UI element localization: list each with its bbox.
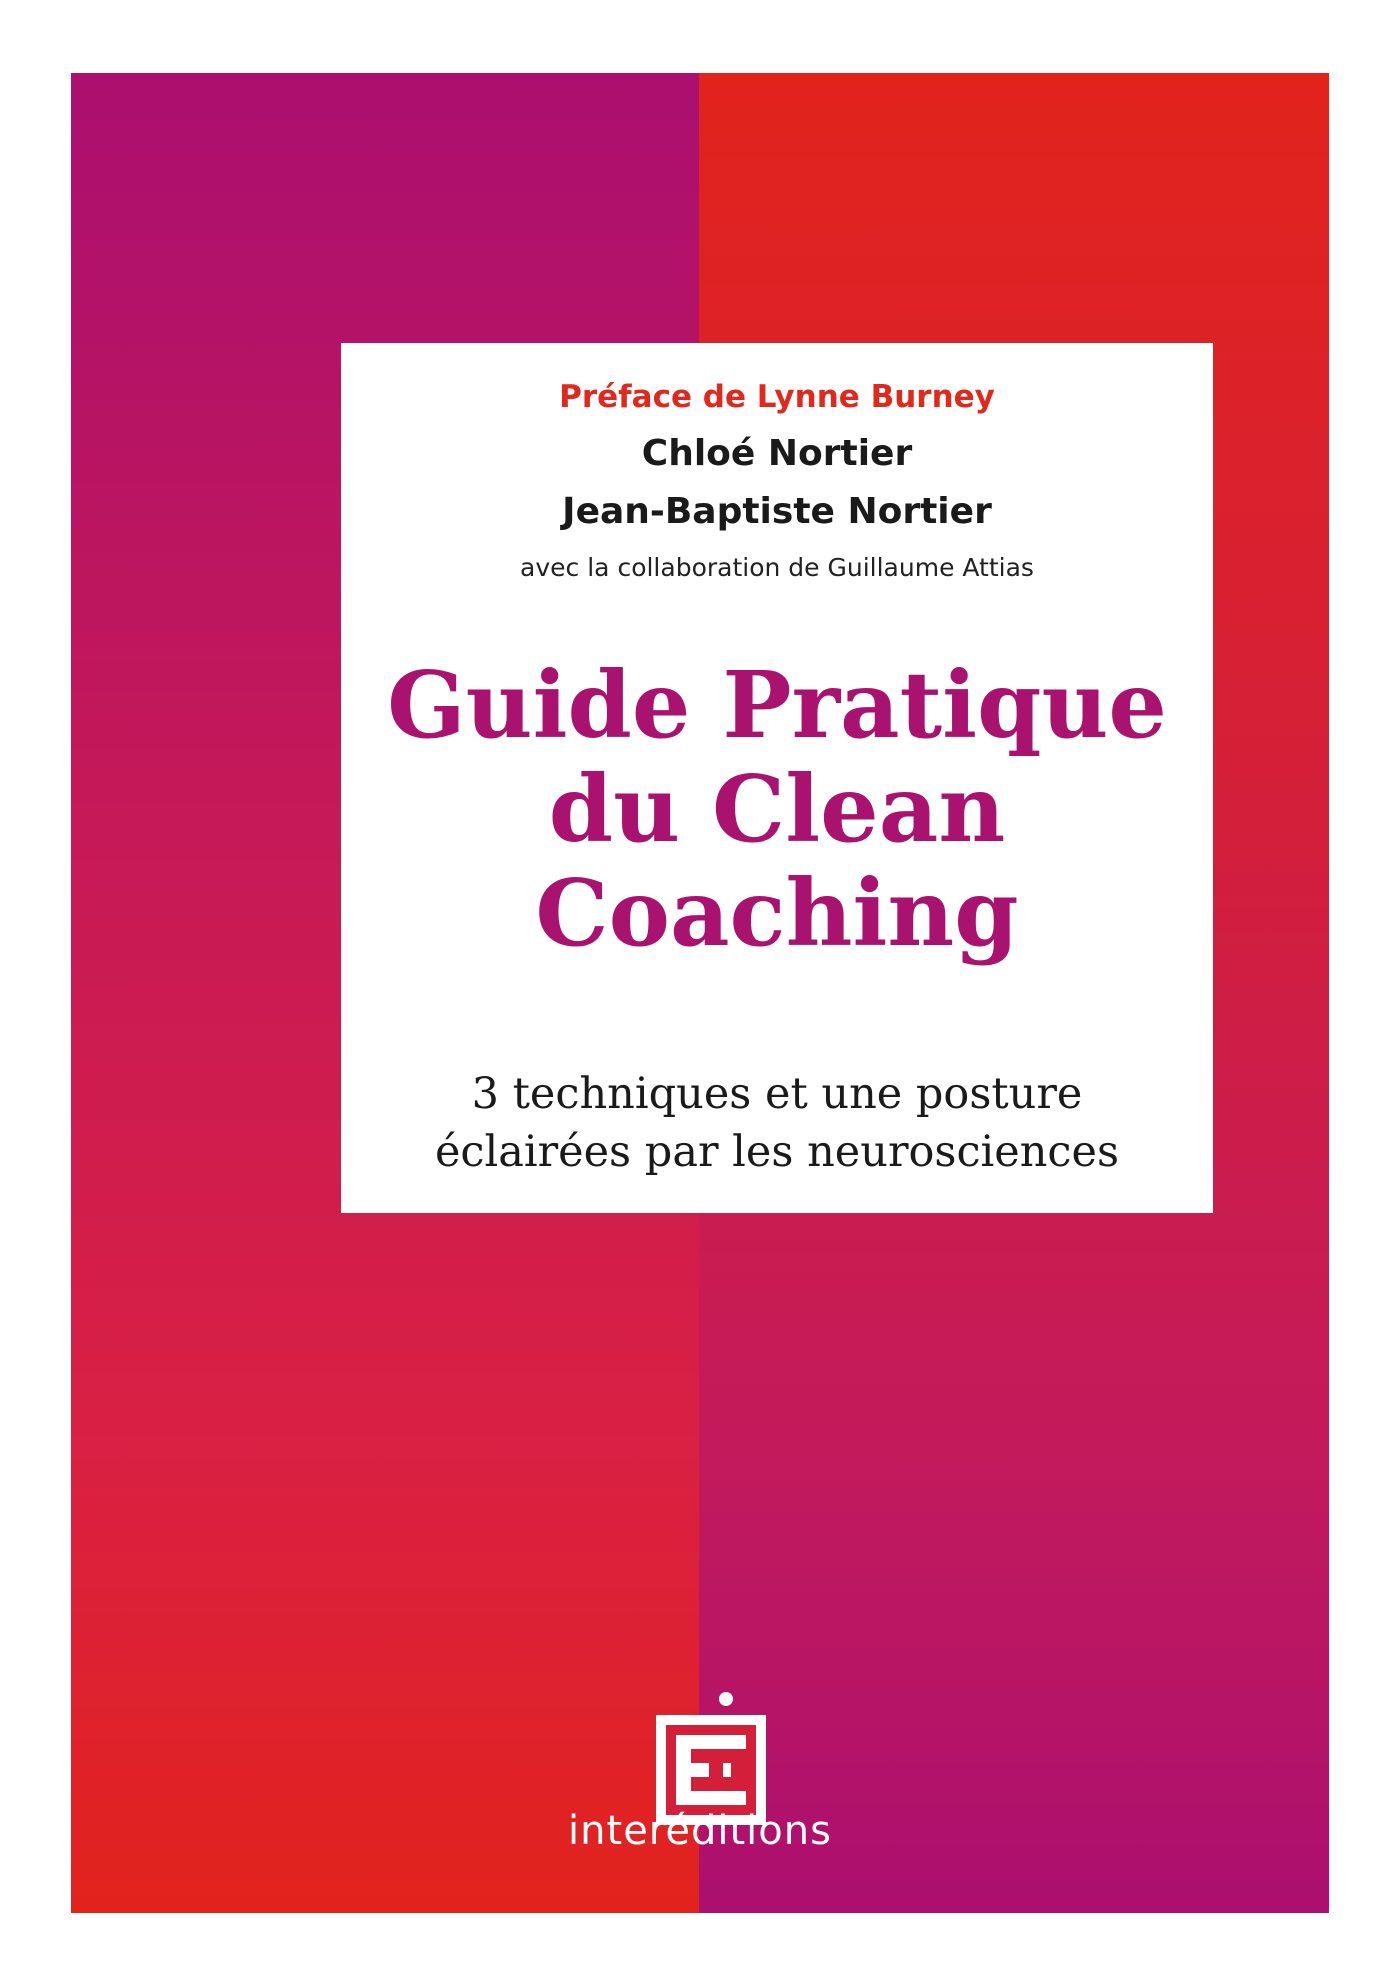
book-subtitle — [341, 1065, 1213, 1181]
preface-text: Préface de Lynne Burney — [559, 379, 995, 415]
collaboration-text: avec la collaboration de Guillaume Attias — [520, 553, 1034, 582]
book-subtitle-line: éclairées par les neurosciences — [434, 1127, 1120, 1177]
book-subtitle-line: 3 techniques et une posture — [471, 1069, 1083, 1119]
book-title-line: Guide Pratique — [387, 651, 1167, 759]
logo-dot — [719, 1692, 733, 1706]
book-title — [341, 653, 1213, 965]
publisher-name: interéditions — [568, 1808, 832, 1854]
author-name: Jean-Baptiste Nortier — [562, 491, 992, 532]
book-title-line: Coaching — [535, 859, 1019, 967]
book-cover — [71, 73, 1329, 1913]
title-box — [341, 343, 1213, 1213]
book-title-line: du Clean — [548, 755, 1006, 863]
author-name: Chloé Nortier — [641, 433, 913, 474]
